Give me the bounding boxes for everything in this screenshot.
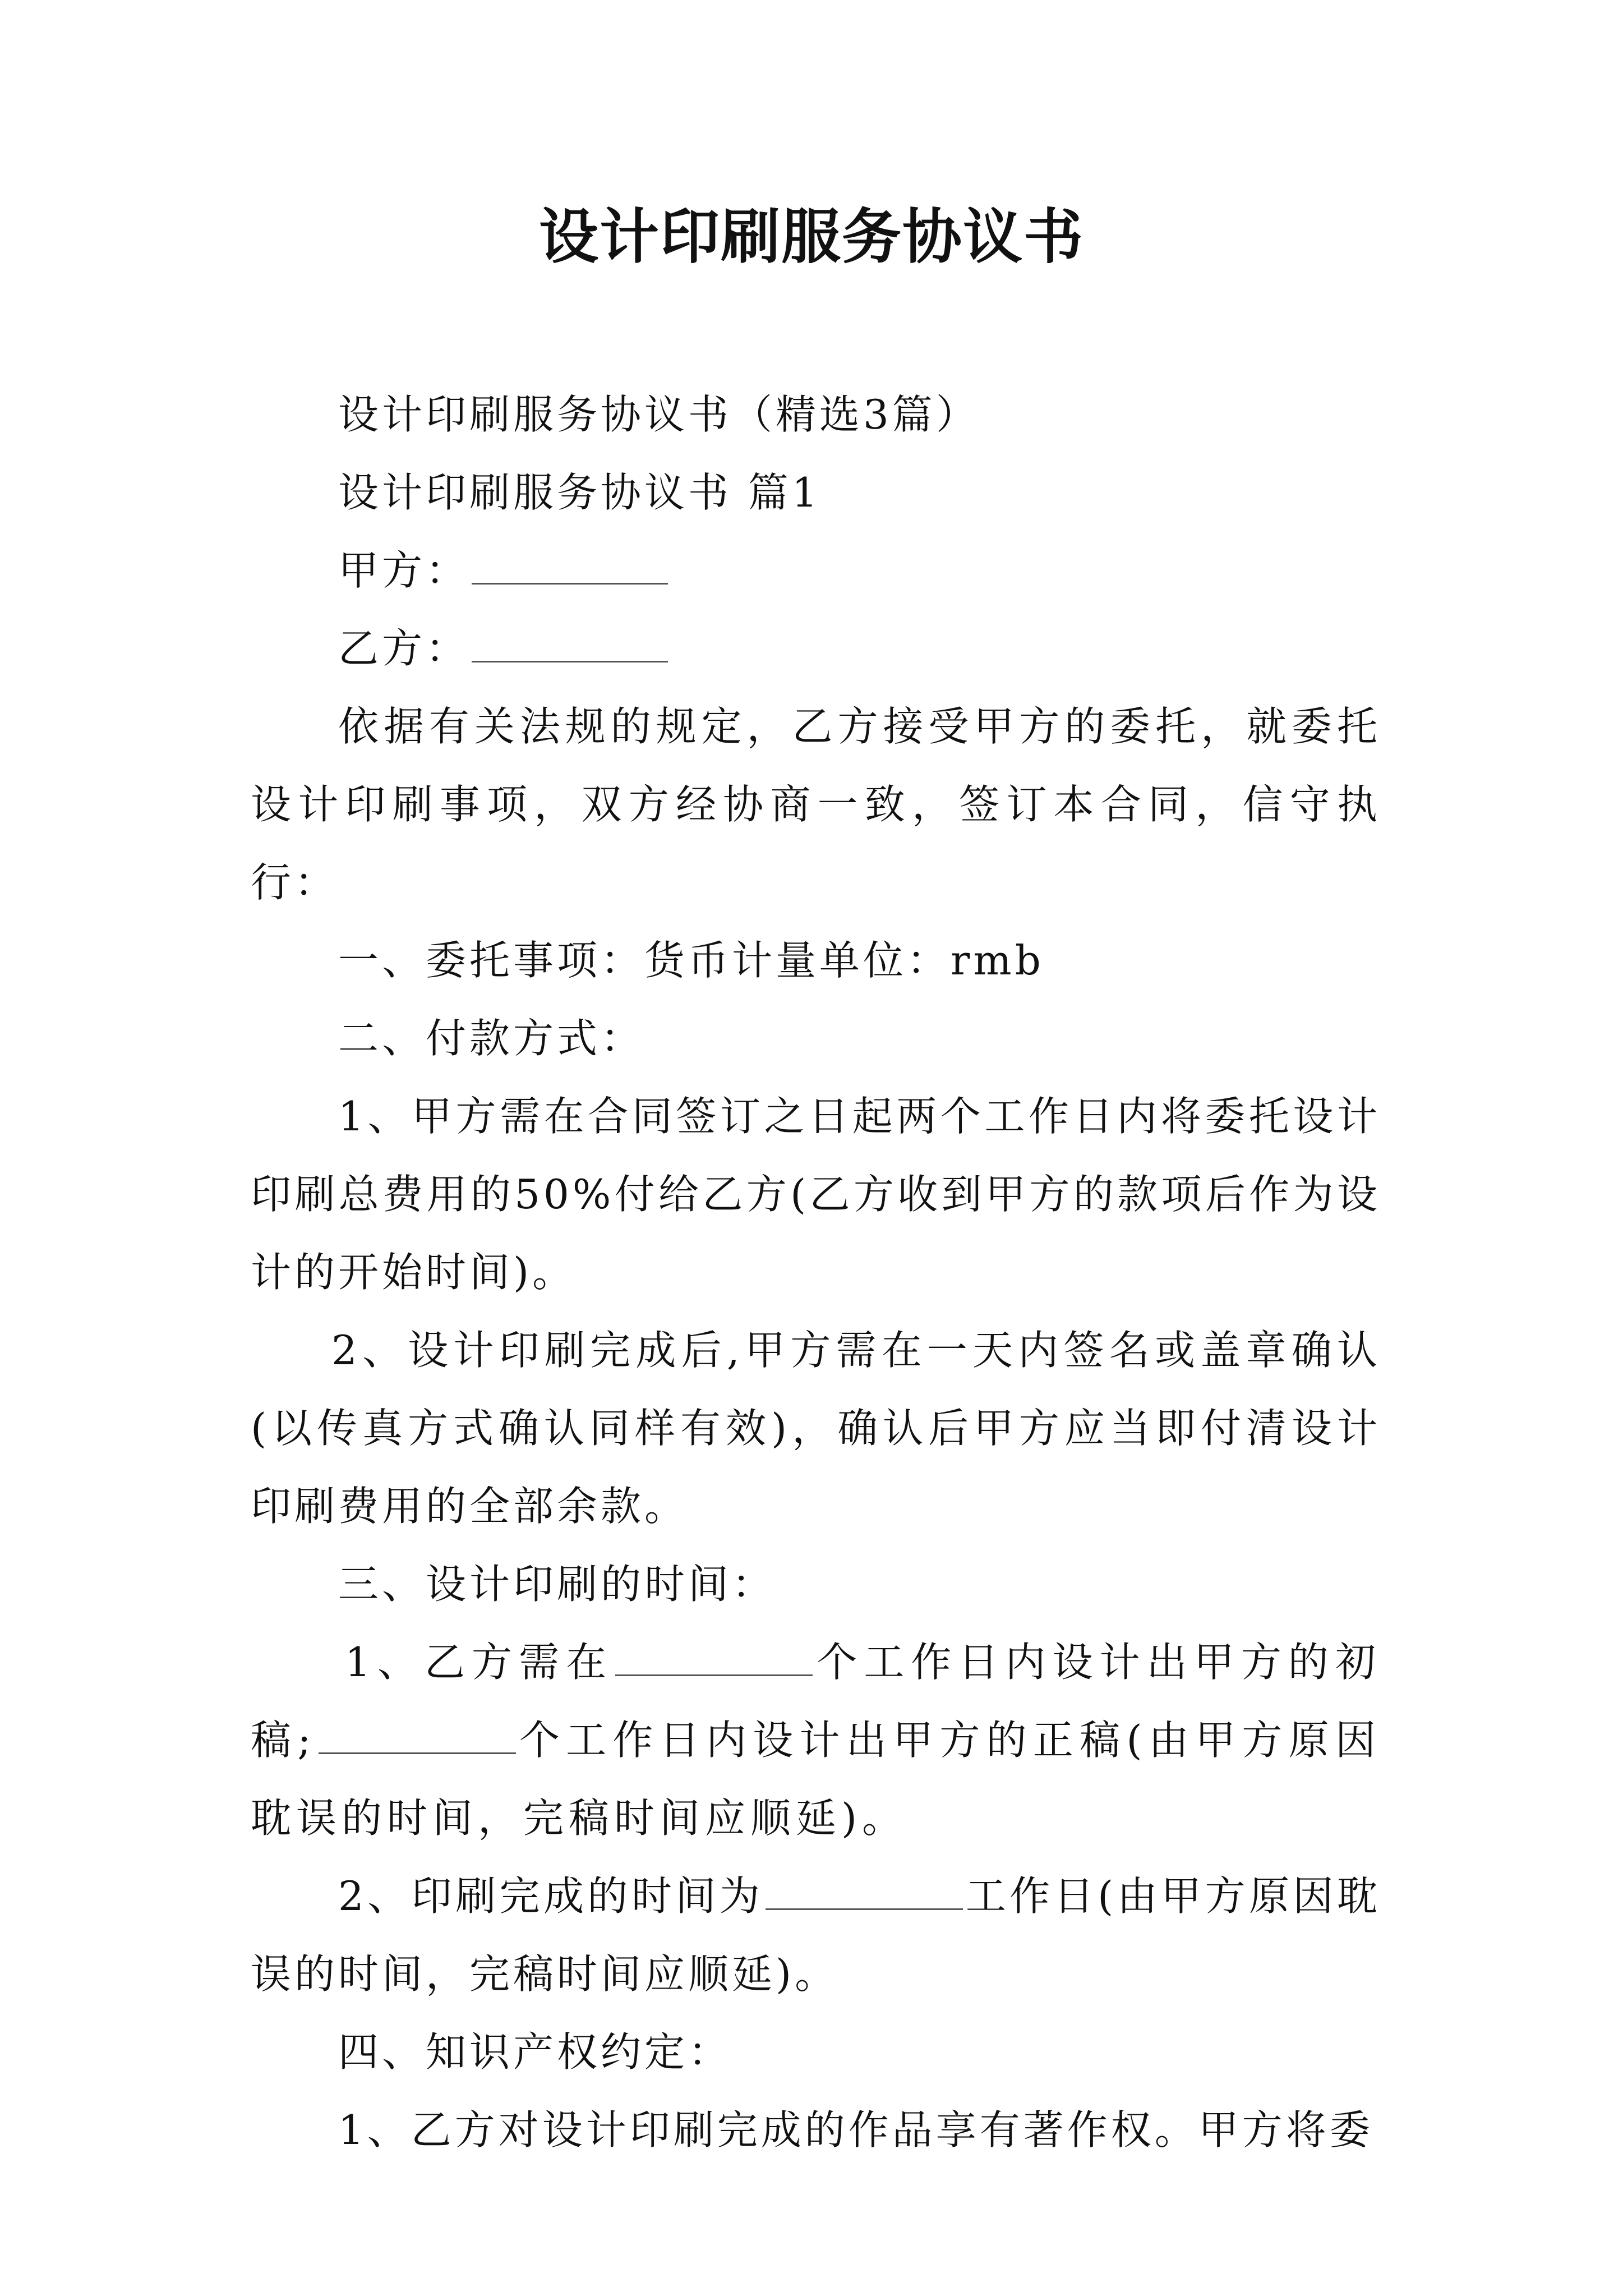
draft-days-blank <box>615 1645 813 1676</box>
clause-4-heading: 四、知识产权约定： <box>338 2028 732 2076</box>
clause-2-heading: 二、付款方式： <box>338 1015 645 1062</box>
clause-3-item-1-text-b: 个工作日内设计出甲方的初稿; <box>251 1639 1381 1764</box>
clause-3-item-1-text-a: 1、乙方需在 <box>345 1639 614 1686</box>
party-b-line <box>251 610 1381 688</box>
document-subtitle: 设计印刷服务协议书（精选3篇） <box>338 391 980 438</box>
intro-paragraph: 依据有关法规的规定，乙方接受甲方的委托，就委托设计印刷事项，双方经协商一致，签订本合同，信守执行： <box>251 703 1381 906</box>
clause-2-item-1: 1、甲方需在合同签订之日起两个工作日内将委托设计印刷总费用的50%付给乙方(乙方收到甲方的款项后作为设计的开始时间)。 <box>251 1093 1381 1296</box>
clause-1: 一、委托事项：货币计量单位：rmb <box>338 937 1044 984</box>
clause-3-item-2-text-b: 工作日(由甲方原因耽误的时间，完稿时间应顺延)。 <box>251 1872 1381 1998</box>
clause-3-item-2 <box>251 1857 1381 2013</box>
document-title: 设计印刷服务协议书 <box>539 201 1084 272</box>
party-a-label: 甲方： <box>338 547 470 594</box>
party-b-label: 乙方： <box>338 625 470 672</box>
clause-2-item-2: 2、设计印刷完成后,甲方需在一天内签名或盖章确认(以传真方式确认同样有效)，确认后甲方应当即付清设计印刷费用的全部余款。 <box>251 1327 1381 1530</box>
clause-4-item-1: 1、乙方对设计印刷完成的作品享有著作权。甲方将委 <box>338 2106 1373 2154</box>
print-days-blank <box>766 1879 963 1910</box>
clause-3-item-1 <box>251 1623 1381 1857</box>
final-days-blank <box>319 1723 516 1754</box>
party-a-blank <box>472 554 668 585</box>
clause-3-heading: 三、设计印刷的时间： <box>338 1561 776 1608</box>
section-heading: 设计印刷服务协议书 篇1 <box>338 469 821 516</box>
clause-3-item-2-text-a: 2、印刷完成的时间为 <box>338 1872 764 1920</box>
clause-3-item-1-text-c: 个工作日内设计出甲方的正稿(由甲方原因耽误的时间，完稿时间应顺延)。 <box>251 1717 1381 1842</box>
document-body <box>251 376 1381 2169</box>
party-a-line <box>251 532 1381 610</box>
party-b-blank <box>472 632 668 662</box>
